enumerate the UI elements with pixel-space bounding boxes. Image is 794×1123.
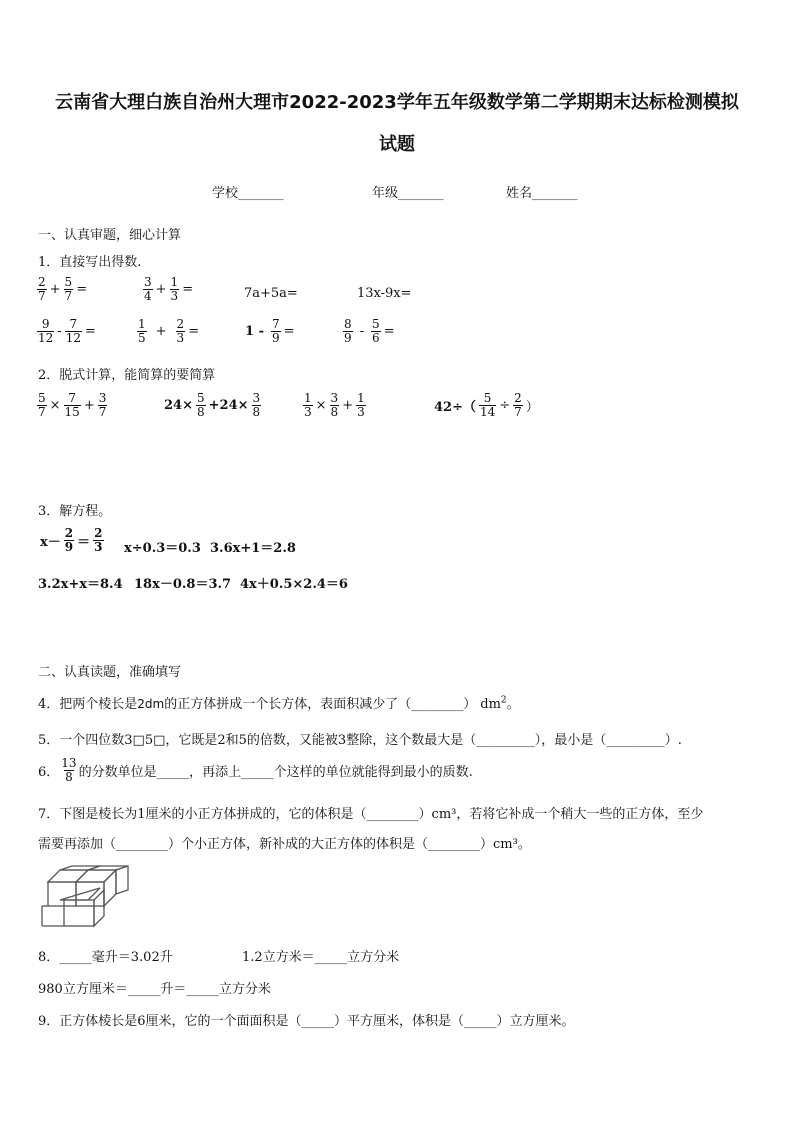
fraction: $\frac{1}{5}$ bbox=[138, 317, 146, 345]
fraction: $\frac{5}{7}$ bbox=[64, 275, 73, 303]
q3-equation-5: 18x－0.8＝3.7 bbox=[134, 577, 232, 592]
page-title-line2: 试题 bbox=[379, 134, 415, 155]
name-field bbox=[506, 182, 578, 201]
fraction: $\frac{2}{3}$ bbox=[94, 526, 103, 554]
q2-expr-2: 24× $\frac{5}{8}$ +24× $\frac{3}{8}$ bbox=[164, 391, 261, 419]
q1-r2-c: 1 - $\frac{7}{9}$ = bbox=[245, 317, 295, 345]
q2-expr-1: $\frac{5}{7}$ × $\frac{7}{15}$ + $\frac{3}{7}$ bbox=[38, 391, 107, 419]
question-2-label: 2．脱式计算，能简算的要简算 bbox=[38, 368, 216, 383]
question-4: 4．把两个棱长是2dm的正方体拼成一个长方体，表面积减少了（________） $dm^2$。 bbox=[38, 695, 520, 712]
fraction: $\frac{2}{3}$ bbox=[176, 317, 185, 345]
question-6: 6． $\frac{13}{8}$ 的分数单位是_____，再添上_____个这样的单位就能得到最小的质数. bbox=[38, 756, 473, 784]
fraction: $\frac{3}{8}$ bbox=[330, 391, 339, 419]
fraction: $\frac{3}{4}$ bbox=[144, 275, 152, 303]
fraction: $\frac{5}{8}$ bbox=[196, 391, 205, 419]
section-2-heading: 二、认真读题，准确填写 bbox=[38, 665, 182, 680]
q1-r2-a: $\frac{9}{12}$ - $\frac{7}{12}$ = bbox=[38, 317, 96, 345]
fraction: $\frac{3}{8}$ bbox=[252, 391, 261, 419]
fraction: $\frac{7}{9}$ bbox=[271, 317, 280, 345]
q3-equation-1: x－ $\frac{2}{9}$ ＝ $\frac{2}{3}$ bbox=[40, 526, 103, 554]
fraction: $\frac{5}{14}$ bbox=[479, 391, 496, 419]
q1-r1-c: 7a+5a= bbox=[244, 286, 298, 301]
q3-equation-3: 3.6x+1＝2.8 bbox=[210, 541, 296, 556]
q3-equation-6: 4x＋0.5×2.4＝6 bbox=[240, 577, 348, 592]
name-blank: _______ bbox=[532, 186, 578, 201]
q3-equation-2: x÷0.3＝0.3 bbox=[124, 541, 201, 556]
school-field bbox=[212, 182, 284, 201]
q1-r1-a: $\frac{2}{7}$ + $\frac{5}{7}$ = bbox=[38, 275, 88, 303]
cube-figure bbox=[40, 866, 132, 930]
q3-equation-4: 3.2x+x＝8.4 bbox=[38, 577, 123, 592]
q1-r2-b: $\frac{1}{5}$ + $\frac{2}{3}$ = bbox=[138, 317, 200, 345]
question-9: 9．正方体棱长是6厘米，它的一个面面积是（_____）平方厘米，体积是（_____）立方厘米。 bbox=[38, 1014, 575, 1029]
question-7-line1: 7．下图是棱长为1厘米的小正方体拼成的，它的体积是（________）cm³，若将它补成一个稍大一些的正方体，至少 bbox=[38, 807, 704, 822]
grade-label: 年级 bbox=[372, 186, 399, 201]
fraction: $\frac{8}{9}$ bbox=[344, 317, 352, 345]
fraction: $\frac{2}{7}$ bbox=[514, 391, 522, 419]
section-1-heading: 一、认真审题，细心计算 bbox=[38, 228, 182, 243]
question-8-c: 980立方厘米＝_____升＝_____立方分米 bbox=[38, 982, 271, 997]
page-title: 云南省大理白族自治州大理市2022-2023学年五年级数学第二学期期末达标检测模拟 bbox=[55, 92, 739, 113]
fraction: $\frac{1}{3}$ bbox=[170, 275, 179, 303]
fraction: $\frac{5}{7}$ bbox=[38, 391, 46, 419]
question-3-label: 3．解方程。 bbox=[38, 504, 112, 519]
grade-blank: _______ bbox=[398, 186, 444, 201]
q1-r1-d: 13x-9x= bbox=[357, 286, 412, 301]
q2-expr-3: $\frac{1}{3}$ × $\frac{3}{8}$ + $\frac{1}{3}$ bbox=[304, 391, 365, 419]
fraction: $\frac{1}{3}$ bbox=[357, 391, 365, 419]
question-1-label: 1．直接写出得数. bbox=[38, 255, 142, 270]
q1-r1-b: $\frac{3}{4}$ + $\frac{1}{3}$ = bbox=[144, 275, 194, 303]
fraction: $\frac{9}{12}$ bbox=[38, 317, 54, 345]
fraction: $\frac{3}{7}$ bbox=[98, 391, 107, 419]
question-8-b: 1.2立方米＝_____立方分米 bbox=[242, 950, 400, 965]
fraction: $\frac{5}{6}$ bbox=[372, 317, 380, 345]
fraction: $\frac{13}{8}$ bbox=[61, 756, 77, 784]
school-label: 学校 bbox=[212, 186, 239, 201]
question-8-a: 8．_____毫升＝3.02升 bbox=[38, 950, 173, 965]
fraction: $\frac{7}{12}$ bbox=[65, 317, 81, 345]
fraction: $\frac{1}{3}$ bbox=[304, 391, 312, 419]
grade-field bbox=[372, 182, 444, 201]
name-label: 姓名 bbox=[506, 186, 533, 201]
question-7-line2: 需要再添加（________）个小正方体，新补成的大正方体的体积是（________）cm³。 bbox=[38, 837, 531, 852]
fraction: $\frac{2}{9}$ bbox=[64, 526, 74, 554]
q1-r2-d: $\frac{8}{9}$ - $\frac{5}{6}$ = bbox=[344, 317, 395, 345]
question-5: 5．一个四位数3□5□，它既是2和5的倍数，又能被3整除，这个数最大是（_________），最小是（_________）. bbox=[38, 733, 682, 748]
q2-expr-4: 42÷（ $\frac{5}{14}$ ÷ $\frac{2}{7}$ ） bbox=[434, 391, 539, 419]
fraction: $\frac{7}{15}$ bbox=[64, 391, 80, 419]
school-blank: _______ bbox=[238, 186, 284, 201]
fraction: $\frac{2}{7}$ bbox=[38, 275, 46, 303]
